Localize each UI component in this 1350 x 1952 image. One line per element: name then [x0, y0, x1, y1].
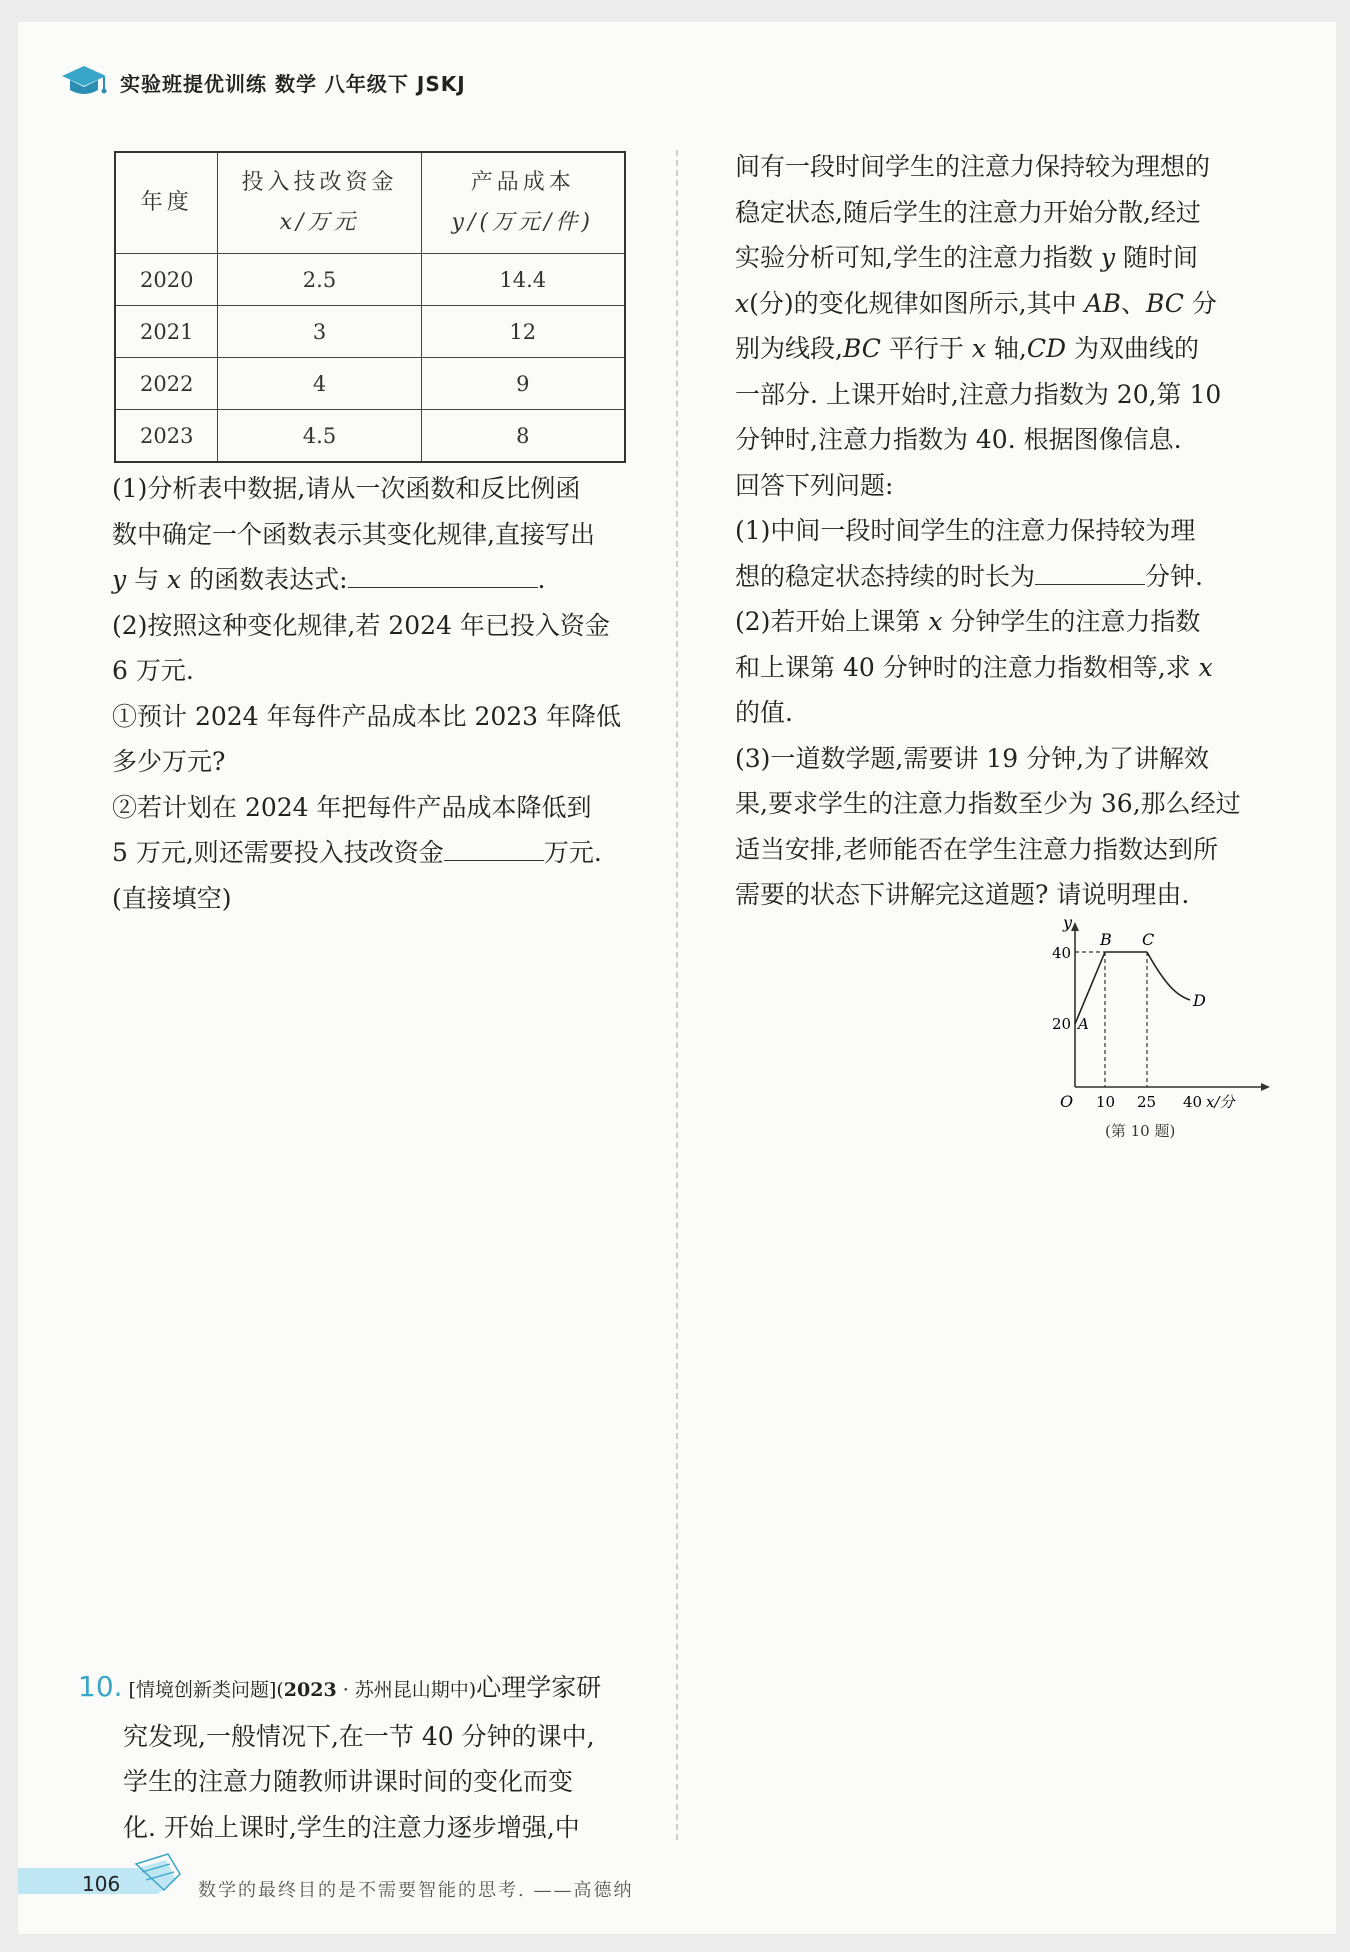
x-tick-label: 10 [1096, 1093, 1116, 1111]
answer-blank[interactable] [348, 561, 538, 588]
answer-blank[interactable] [444, 834, 544, 861]
point-a-label: A [1078, 1015, 1089, 1033]
page-title: 实验班提优训练 数学 八年级下 JSKJ [120, 71, 466, 96]
header-year: 年度 [115, 152, 218, 254]
page-number: 106 [82, 1872, 121, 1896]
point-d-label: D [1193, 991, 1206, 1010]
x-axis-arrow [1261, 1083, 1270, 1091]
question-number: 10. [78, 1670, 123, 1703]
origin-label: O [1060, 1092, 1074, 1111]
point-b-label: B [1100, 930, 1112, 949]
table-row: 2020 2.5 14.4 [115, 254, 625, 306]
graduation-cap-icon [60, 64, 108, 100]
x-axis-label: x/分 [1206, 1093, 1235, 1111]
graph-svg [1030, 912, 1280, 1152]
table-row: 2023 4.5 8 [115, 410, 625, 463]
point-c-label: C [1142, 930, 1155, 949]
segment-ab [1075, 952, 1105, 1024]
header-investment: 投入技改资金 x/万元 [218, 152, 421, 254]
y-tick-label: 20 [1052, 1015, 1072, 1033]
data-table [114, 151, 626, 463]
x-tick-label: 25 [1137, 1093, 1157, 1111]
curve-cd [1147, 952, 1190, 1000]
table-header-row [115, 152, 625, 254]
page-footer [18, 1850, 678, 1920]
question-10-continued: 间有一段时间学生的注意力保持较为理想的 稳定状态,随后学生的注意力开始分散,经过 实验分析可知,学生的注意力指数 y 随时间 x(分)的变化规律如图所示,其中 AB、BC 分 别为线段,BC 平行于 x 轴,CD 为双曲线的 一部分. 上课开始时,注意力指数为 20,第 10 分钟时,注意力指数为 40. 根据图像信息. 回答下列问题: (1)中间一段时间学生的注意力保持较为理 想的稳定状态持续的时长为 分钟. (2)若开始上课第 x 分钟学生的注意力指数 和上课第 40 分钟时的注意力指数相等,求 x 的值. (3)一道数学题,需要讲 19 分钟,为了讲解效 果,要求学生的注意力指数至少为 36,那么经过 适当安排,老师能否在学生注意力指数达到所 需要的状态下讲解完这道题? 请说明理由. [735, 152, 1241, 909]
y-axis-arrow [1071, 922, 1079, 931]
header-cost: 产品成本 y/(万元/件) [421, 152, 625, 254]
y-axis-label: y [1063, 913, 1073, 932]
answer-blank[interactable] [1035, 558, 1145, 585]
table-row: 2021 3 12 [115, 306, 625, 358]
y-tick-label: 40 [1052, 944, 1072, 962]
question-tag: [情境创新类问题](2023 · 苏州昆山期中) [128, 1679, 477, 1701]
table-row: 2022 4 9 [115, 358, 625, 410]
footer-quote: 数学的最终目的是不需要智能的思考. ——高德纳 [198, 1880, 634, 1901]
question-9-parts: (1)分析表中数据,请从一次函数和反比例函 数中确定一个函数表示其变化规律,直接写出 y 与 x 的函数表达式: . (2)按照这种变化规律,若 2024 年已投入资金 6 万元. ①预计 2024 年每件产品成本比 2023 年降低 多少万元? ②若计划在 2024 年把每件产品成本降低到 5 万元,则还需要投入技改资金 万元. (直接填空) [112, 474, 622, 913]
x-tick-label: 40 [1183, 1093, 1203, 1111]
question-10: 10. [情境创新类问题](2023 · 苏州昆山期中)心理学家研 究发现,一般情况下,在一节 40 分钟的课中, 学生的注意力随教师讲课时间的变化而变 化. 开始上课时,学生的注意力逐步增强,中 [78, 1670, 602, 1842]
attention-graph [1030, 912, 1280, 1152]
page-header [60, 62, 466, 102]
figure-caption: (第 10 题) [1105, 1122, 1176, 1140]
column-divider [676, 150, 678, 1840]
